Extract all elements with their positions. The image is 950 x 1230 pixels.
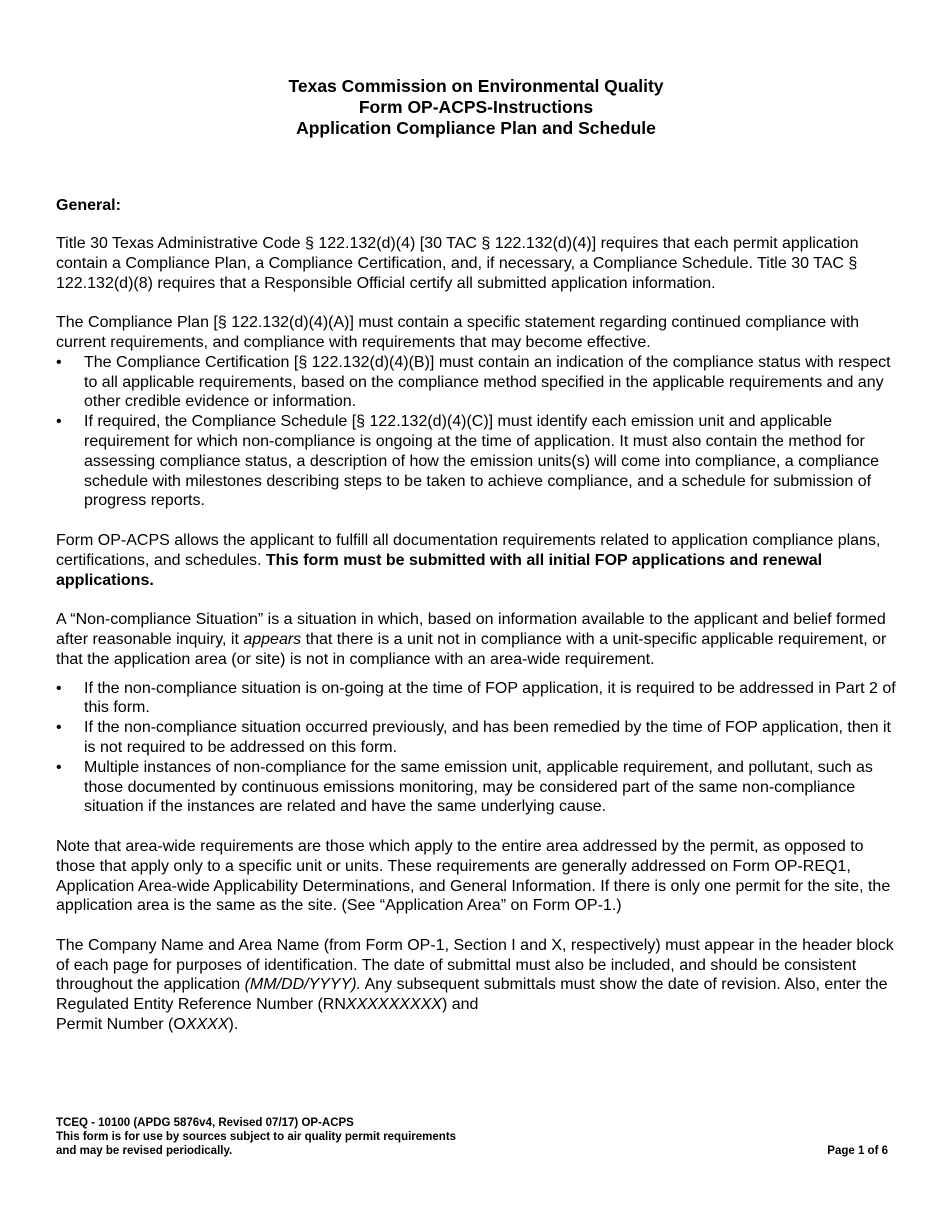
paragraph-form-op-acps: Form OP-ACPS allows the applicant to fulfill all documentation requirements related to application compliance plans, certifications, and schedules. This form must be submitted with all initial FOP applications and renewal applications. (56, 531, 881, 589)
submission-requirement: This form must be submitted with all initial FOP applications and renewal applications. (56, 551, 823, 589)
list-item: • If the non-compliance situation occurred previously, and has been remedied by the time of FOP application, then it is not required to be addressed on this form. (56, 719, 891, 756)
footer-form-info (56, 1116, 456, 1158)
form-title: Application Compliance Plan and Schedule (296, 118, 656, 138)
bullet-icon: • (56, 719, 62, 737)
bullet-icon: • (56, 679, 62, 697)
page-number: Page 1 of 6 (827, 1145, 888, 1157)
footer-note: This form is for use by sources subject to air quality permit requirements (56, 1131, 457, 1143)
paragraph-compliance-plan: The Compliance Plan [§ 122.132(d)(4)(A)] must contain a specific statement regarding continued compliance with current requirements, and compliance with requirements that may become effective. (56, 314, 860, 351)
footer-form-number: TCEQ - 10100 (APDG 5876v4, Revised 07/17) OP-ACPS (56, 1117, 354, 1129)
paragraph-non-compliance: A “Non-compliance Situation” is a situation in which, based on information available to the applicant and belief formed after reasonable inquiry, it appears that there is a unit not in compliance with a unit-specific applicable requirement, or that the application area (or site) is not in compliance with an area-wide requirement. (56, 611, 887, 668)
list-item: • The Compliance Certification [§ 122.132(d)(4)(B)] must contain an indication of the compliance status with respect to all applicable requirements, based on the compliance method specified in the applicable requirements and any other credible evidence or information. (56, 353, 891, 411)
bullet-icon: • (56, 758, 62, 776)
section-title-general: General: (56, 197, 121, 214)
form-name: Form OP-ACPS-Instructions (358, 97, 594, 117)
bullet-list-non-compliance (56, 679, 896, 818)
bullet-list-compliance (56, 353, 896, 511)
paragraph-title-30: Title 30 Texas Administrative Code § 122.132(d)(4) [30 TAC § 122.132(d)(4)] requires that each permit application contain a Compliance Plan, a Compliance Certification, and, if necessary, a Compliance Schedule. Title 30 TAC § 122.132(d)(8) requires that a Responsible Official certify all submitted application information. (56, 235, 859, 292)
bullet-icon: • (56, 353, 62, 371)
list-item: • Multiple instances of non-compliance for the same emission unit, applicable requirement, and pollutant, such as those documented by continuous emissions monitoring, may be considered part of the same non-compliance situation if the instances are related and have the same underlying cause. (56, 758, 873, 816)
body-text (56, 234, 896, 1055)
bullet-icon: • (56, 413, 62, 431)
agency-name: Texas Commission on Environmental Quality (288, 76, 664, 96)
footer-note-continued: and may be revised periodically. (56, 1145, 233, 1157)
document-header (56, 76, 896, 139)
paragraph-header-block: The Company Name and Area Name (from Form OP-1, Section I and X, respectively) must appear in the header block of each page for purposes of identification. The date of submittal must also be included, and should be consistent throughout the application (MM/DD/YYYY). Any subsequent submittals must show the date of revision. Also, enter the Regulated Entity Reference Number (RNXXXXXXXXX) and Permit Number (OXXXX). (56, 936, 894, 1034)
paragraph-area-wide: Note that area-wide requirements are those which apply to the entire area addressed by the permit, as opposed to those that apply only to a specific unit or units. These requirements are generally addressed on Form OP-REQ1, Application Area-wide Applicability Determinations, and General Information. If there is only one permit for the site, the application area is the same as the site. (See “Application Area” on Form OP-1.) (56, 837, 891, 915)
list-item: • If required, the Compliance Schedule [§ 122.132(d)(4)(C)] must identify each emission unit and applicable requirement for which non-compliance is ongoing at the time of application. It must also contain the method for assessing compliance status, a description of how the emission units(s) will come into compliance, a compliance schedule with milestones describing steps to be taken to achieve compliance, and a schedule for submission of progress reports. (56, 413, 880, 510)
list-item: • If the non-compliance situation is on-going at the time of FOP application, it is required to be addressed in Part 2 of this form. (56, 679, 896, 717)
